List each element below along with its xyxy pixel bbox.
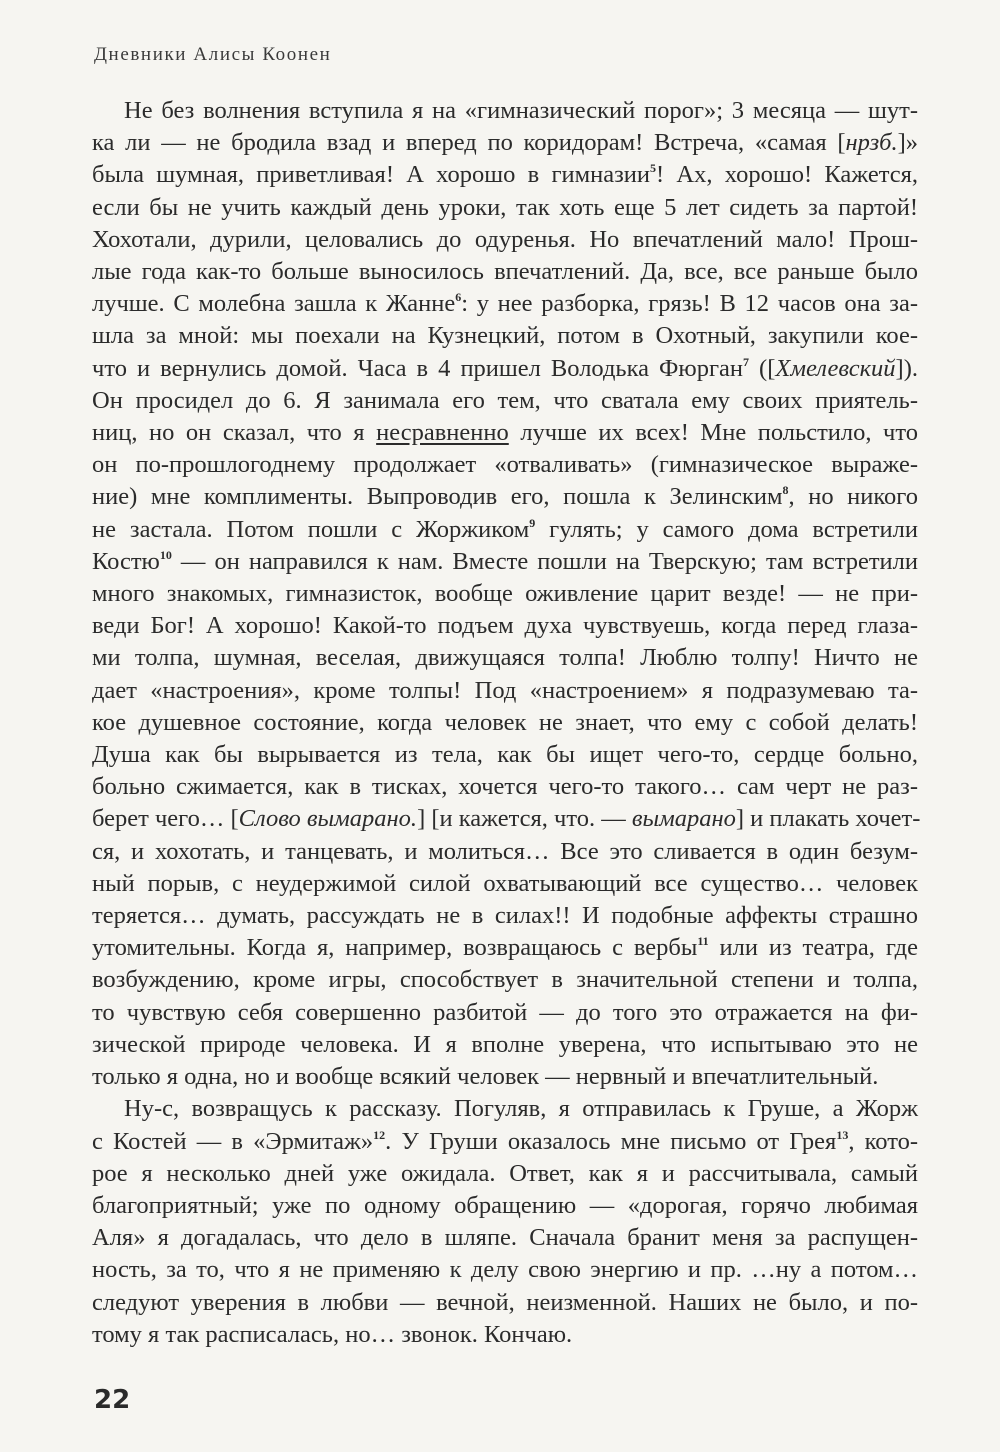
text-line: теряется… думать, рассуждать не в силах!! И подобные аффекты страшно <box>92 902 918 930</box>
text-line: только я одна, но и вообще всякий человек — нервный и впечатлительный. <box>92 1063 879 1091</box>
text-line: не застала. Потом пошли с Жоржиком$^9$ гулять; у самого дома встретили <box>92 515 918 543</box>
text-line: Душа как бы вырывается из тела, как бы ищет чего-то, сердце больно, <box>92 741 918 769</box>
text-line: если бы не учить каждый день уроки, так хоть еще 5 лет сидеть за партой! <box>92 193 918 221</box>
text-line: шла за мной: мы поехали на Кузнецкий, потом в Охотный, закупили кое- <box>92 322 918 350</box>
text-line: зической природе человека. И я вполне уверена, что испытываю это не <box>92 1030 918 1058</box>
text-line: Аля» я догадалась, что дело в шляпе. Сначала бранит меня за распущен- <box>92 1224 918 1252</box>
text-line: с Костей — в «Эрмитаж»$^{12}$. У Груши оказалось мне письмо от Грея$^{13}$, кото- <box>92 1127 919 1155</box>
text-line: ка ли — не бродила взад и вперед по коридорам! Встреча, «самая [нрзб.]» <box>92 129 918 157</box>
text-line: дает «настроения», кроме толпы! Под «настроением» я подразумеваю та- <box>92 676 918 704</box>
text-line: ние) мне комплименты. Выпроводив его, пошла к Зелинским$^8$, но никого <box>92 483 918 511</box>
text-line: берет чего… [Слово вымарано.] [и кажется, что. — вымарано] и плакать хочет- <box>92 805 921 833</box>
text-line: ми толпа, шумная, веселая, движущаяся толпа! Люблю толпу! Ничто не <box>92 644 918 672</box>
text-line: ность, за то, что я не применяю к делу свою энергию и пр. …ну а потом… <box>92 1256 918 1284</box>
text-line: Он просидел до 6. Я занимала его тем, что сватала ему своих приятель- <box>92 386 918 414</box>
page-number: 22 <box>94 1385 131 1415</box>
text-line: много знакомых, гимназисток, вообще оживление царит везде! — не при- <box>92 580 918 608</box>
text-line: что и вернулись домой. Часа в 4 пришел Володька Фюрган$^7$ ([Хмелевский]). <box>92 354 918 382</box>
text-line: следуют уверения в любви — вечной, неизменной. Наших не было, и по- <box>92 1288 918 1316</box>
paragraph-1 <box>92 95 921 1093</box>
text-line: Не без волнения вступила я на «гимназический порог»; 3 месяца — шут- <box>124 97 918 124</box>
text-line: то чувствую себя совершенно разбитой — до того это отражается на фи- <box>92 998 918 1026</box>
text-line: больно сжимается, как в тисках, хочется чего-то такого… сам черт не раз- <box>92 773 918 801</box>
running-head: Дневники Алисы Коонен <box>94 44 332 65</box>
text-line: он по-прошлогоднему продолжает «отваливать» (гимназическое выраже- <box>92 451 918 479</box>
text-line: кое душевное состояние, когда человек не знает, что ему с собой делать! <box>92 708 918 736</box>
text-line: благоприятный; уже по одному обращению — «дорогая, горячо любимая <box>92 1191 918 1219</box>
text-line: ный порыв, с неудержимой силой охватывающий все существо… человек <box>92 869 918 897</box>
text-line: возбуждению, кроме игры, способствует в значительной степени и толпа, <box>92 966 918 994</box>
text-line: утомительны. Когда я, например, возвращаюсь с вербы$^{11}$ или из театра, где <box>92 934 918 962</box>
text-line: Костю$^{10}$ — он направился к нам. Вместе пошли на Тверскую; там встретили <box>92 547 918 575</box>
text-line: тому я так расписалась, но… звонок. Кончаю. <box>92 1320 573 1348</box>
text-line: Хохотали, дурили, целовались до одуренья. Но впечатлений мало! Прош- <box>92 225 918 253</box>
text-line: рое я несколько дней уже ожидала. Ответ, как я и рассчитывала, самый <box>92 1159 918 1187</box>
text-line: ниц, но он сказал, что я несравненно лучше их всех! Мне польстило, что <box>92 419 918 447</box>
text-line: веди Бог! А хорошо! Какой-то подъем духа чувствуешь, когда перед глаза- <box>92 612 918 640</box>
text-line: ся, и хохотать, и танцевать, и молиться… Все это сливается в один безум- <box>92 837 918 865</box>
text-line: лые года как-то больше выносилось впечатлений. Да, все, все раньше было <box>92 258 918 286</box>
text-line: Ну-с, возвращусь к рассказу. Погуляв, я отправилась к Груше, а Жорж <box>124 1095 918 1123</box>
text-line: лучше. С молебна зашла к Жанне$^6$: у нее разборка, грязь! В 12 часов она за- <box>92 290 918 318</box>
paragraph-2 <box>92 1093 918 1351</box>
text-line: была шумная, приветливая! А хорошо в гимназии$^5$! Ах, хорошо! Кажется, <box>92 161 919 189</box>
body-text <box>92 95 921 1351</box>
